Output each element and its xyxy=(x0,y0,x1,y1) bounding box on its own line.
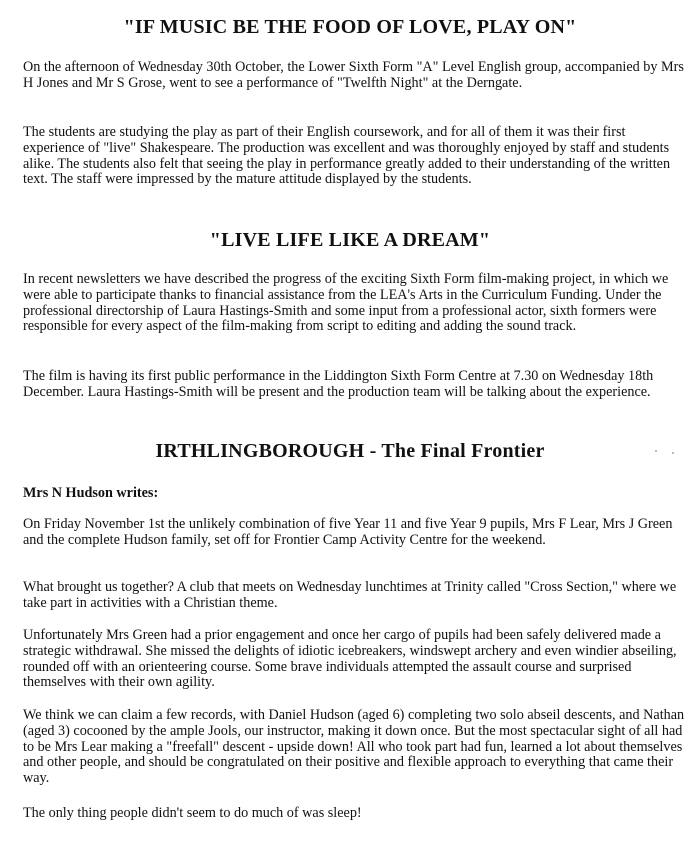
paragraph-trip-1: On Friday November 1st the unlikely combination of five Year 11 and five Year 9 pupils, Mrs F Lear, Mrs J Green and the complete Hudson family, set off for Frontier Camp Activity Centre for the weekend. xyxy=(23,516,673,548)
paragraph-music-1: On the afternoon of Wednesday 30th October, the Lower Sixth Form "A" Level English group, accompanied by Mrs H Jones and Mr S Grose, went to see a performance of "Twelfth Night" at the Derngate. xyxy=(23,59,684,91)
paragraph-trip-3: Unfortunately Mrs Green had a prior engagement and once her cargo of pupils had been safely delivered made a strategic withdrawal. She missed the delights of idiotic icebreakers, windswept archery and even windier abseiling, rounded off with an orienteering course. Some brave individuals attempted the assault course and surprised themselves with their own agility. xyxy=(23,627,677,691)
section-title-dream: "LIVE LIFE LIKE A DREAM" xyxy=(209,229,491,251)
scan-speck xyxy=(655,450,657,452)
paragraph-trip-2: What brought us together? A club that meets on Wednesday lunchtimes at Trinity called "Cross Section," where we take part in activities with a Christian theme. xyxy=(23,579,677,611)
section-title-music: "IF MUSIC BE THE FOOD OF LOVE, PLAY ON" xyxy=(123,16,577,38)
paragraph-trip-5: The only thing people didn't seem to do much of was sleep! xyxy=(23,805,362,821)
byline: Mrs N Hudson writes: xyxy=(23,485,159,501)
paragraph-trip-4: We think we can claim a few records, with Daniel Hudson (aged 6) completing two solo abseil descents, and Nathan (aged 3) cocooned by the ample Jools, our instructor, making it down once. But the most spectacular sight of all had to be Mrs Lear making a "freefall" descent - upside down! All who took part had fun, learned a lot about themselves and other people, and should be congratulated on their positive and flexible approach to everything that came their way. xyxy=(23,707,685,787)
paragraph-music-2: The students are studying the play as part of their English coursework, and for all of them it was their first experience of "live" Shakespeare. The production was excellent and was thoroughly enjoyed by staff and students alike. The students also felt that seeing the play in performance greatly added to their understanding of the written text. The staff were impressed by the mature attitude displayed by the students. xyxy=(23,124,671,188)
paragraph-dream-1: In recent newsletters we have described the progress of the exciting Sixth Form film-making project, in which we were able to participate thanks to financial assistance from the LEA's Arts in the Curriculum Funding. Under the professional directorship of Laura Hastings-Smith and some input from a professional actor, sixth formers were responsible for every aspect of the film-making from script to editing and adding the sound track. xyxy=(23,271,669,335)
paragraph-dream-2: The film is having its first public performance in the Liddington Sixth Form Centre at 7.30 on Wednesday 18th December. Laura Hastings-Smith will be present and the production team will be talking about the experience. xyxy=(23,368,654,400)
scan-speck xyxy=(672,452,674,454)
section-title-irthlingborough: IRTHLINGBOROUGH - The Final Frontier xyxy=(155,440,545,462)
